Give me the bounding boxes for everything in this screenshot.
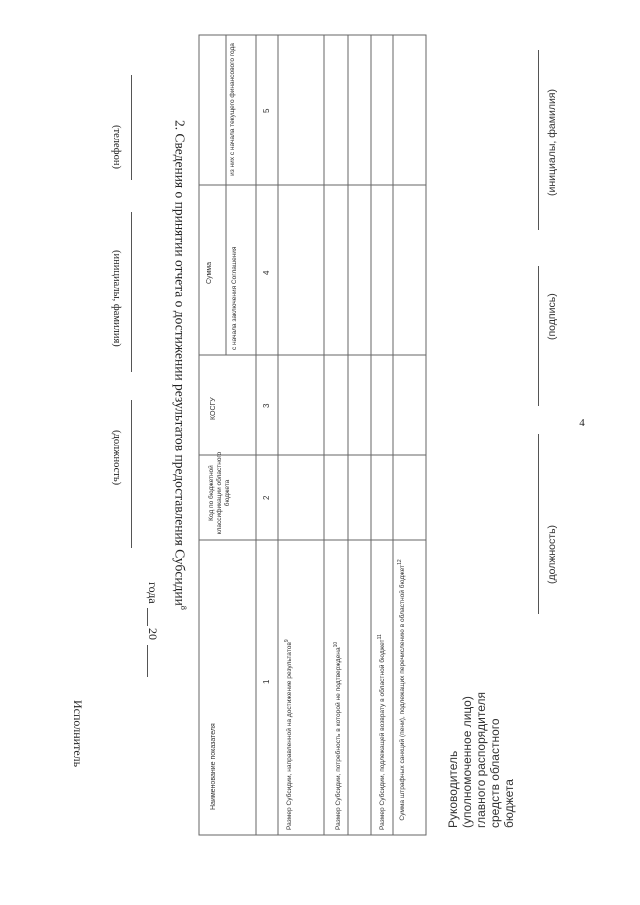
- header-indicator: Наименование показателя: [210, 723, 217, 810]
- column-number-2: 2: [262, 495, 271, 500]
- executor-phone-caption: (телефон): [111, 125, 122, 169]
- header-kosgu: КОСГУ: [210, 397, 217, 420]
- row-label-3-sup: 11: [377, 634, 383, 640]
- head-name-line: [538, 50, 539, 230]
- row-label-3-text: Размер Субсидии, подлежащей возврату в областной бюджет: [379, 639, 387, 830]
- executor-position-caption: (должность): [111, 430, 122, 486]
- header-since-agreement: с начала заключения Соглашения: [231, 246, 238, 350]
- row-label-3: [377, 634, 386, 830]
- head-label-line-1: Руководитель: [446, 750, 460, 828]
- header-since-year: из них с начала текущего финансового года: [229, 43, 236, 176]
- head-position-line: [538, 434, 539, 614]
- header-sum: Сумма: [206, 262, 213, 284]
- executor-label: Исполнитель: [71, 700, 85, 768]
- column-number-4: 4: [262, 270, 271, 275]
- head-name-caption: (инициалы, фамилия): [546, 89, 558, 196]
- row-label-2-sup: 10: [333, 641, 339, 648]
- row-label-4: [397, 550, 408, 830]
- head-label: [446, 668, 516, 828]
- head-signature-line: [538, 266, 539, 406]
- row-label-2-text: Размер Субсидии, потребность в которой не подтверждена: [335, 647, 343, 830]
- row-label-4-sup: 12: [397, 559, 403, 565]
- row-label-1-sup: 9: [284, 639, 290, 643]
- column-number-3: 3: [262, 403, 271, 408]
- head-signature-caption: (подпись): [546, 293, 558, 340]
- head-position-caption: (должность): [546, 524, 558, 584]
- head-label-line-4: средств областного: [488, 718, 502, 828]
- column-number-1: 1: [262, 679, 271, 684]
- section-title-text: 2. Сведения о принятии отчета о достижении результатов предоставления Субсидии: [172, 120, 188, 606]
- head-label-line-3: главного распорядителя: [474, 692, 488, 828]
- row-label-4-text: Сумма штрафных санкций (пени), подлежащих перечислению в областной бюджет: [399, 564, 407, 821]
- column-number-5: 5: [262, 108, 271, 113]
- row-label-1-text: Размер Субсидии, направленной на достижение результатов: [286, 642, 294, 830]
- head-label-line-5: бюджета: [502, 779, 516, 828]
- section-title-footnote: 8: [179, 605, 188, 610]
- row-label-2: [333, 642, 342, 830]
- row-label-1: [284, 639, 293, 830]
- date-year-prefix: 20: [146, 628, 160, 640]
- header-kbk: Код по бюджетной классификации областного бюджета: [208, 451, 232, 535]
- head-label-line-2: (уполномоченное лицо): [460, 696, 474, 828]
- executor-name-caption: (инициалы, фамилия): [111, 250, 122, 347]
- date-suffix: года: [146, 582, 160, 604]
- page-number: 4: [579, 416, 585, 429]
